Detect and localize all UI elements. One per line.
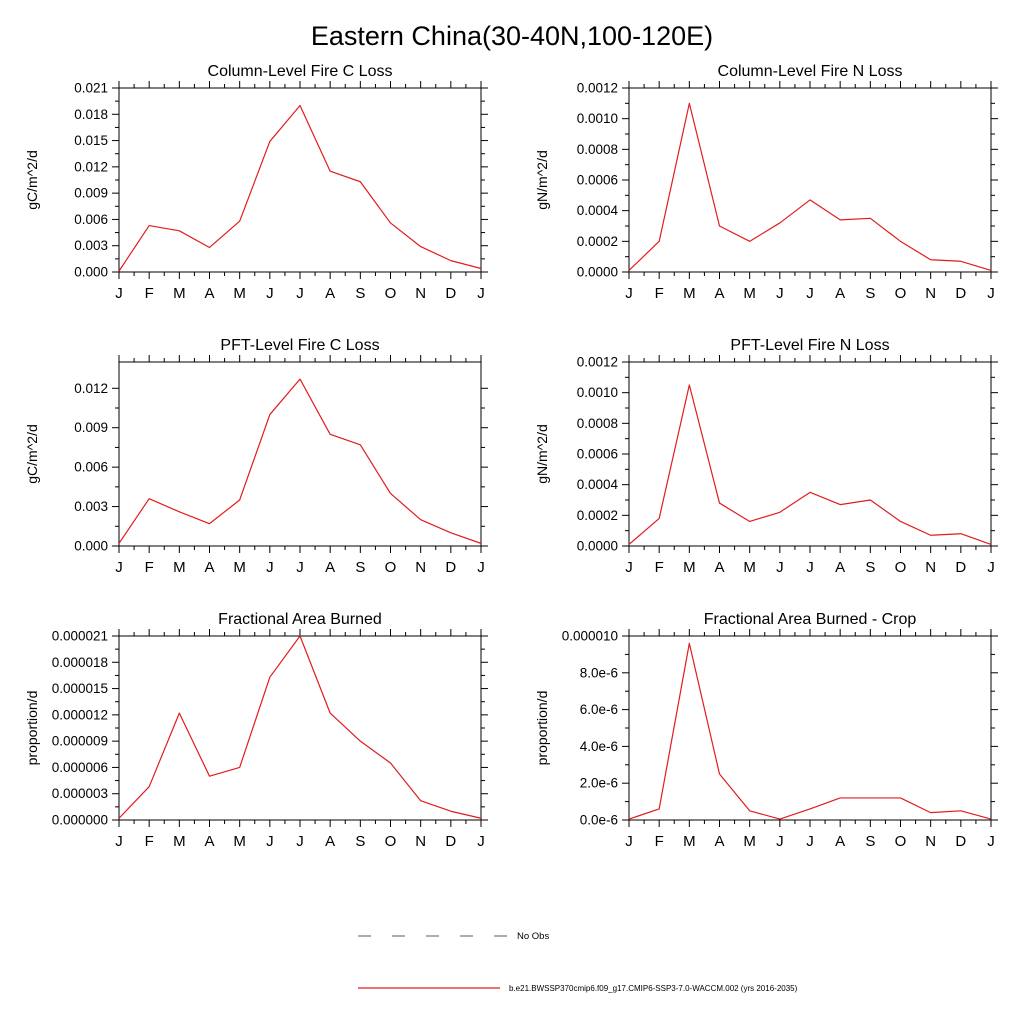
- svg-text:0.0002: 0.0002: [576, 507, 618, 523]
- legend-no-obs-row: [358, 930, 797, 942]
- svg-text:J: J: [477, 559, 485, 576]
- svg-text:0.000018: 0.000018: [51, 654, 108, 670]
- svg-text:0.000003: 0.000003: [51, 786, 108, 802]
- svg-text:6.0e-6: 6.0e-6: [579, 702, 618, 718]
- svg-text:0.0004: 0.0004: [576, 477, 618, 493]
- svg-text:J: J: [477, 285, 485, 302]
- svg-text:PFT-Level Fire N Loss: PFT-Level Fire N Loss: [730, 337, 890, 354]
- svg-text:M: M: [173, 285, 186, 302]
- charts-grid: [0, 60, 1024, 860]
- svg-text:M: M: [743, 833, 756, 850]
- svg-text:A: A: [714, 285, 725, 302]
- svg-text:F: F: [654, 833, 664, 850]
- svg-text:O: O: [894, 285, 907, 302]
- svg-text:J: J: [477, 833, 485, 850]
- svg-text:A: A: [714, 559, 725, 576]
- svg-text:0.006: 0.006: [74, 459, 108, 475]
- svg-text:S: S: [355, 285, 366, 302]
- svg-text:M: M: [683, 285, 696, 302]
- no-obs-dashed-line-sample: [358, 931, 508, 941]
- svg-text:gC/m^2/d: gC/m^2/d: [24, 150, 40, 210]
- svg-text:N: N: [415, 559, 427, 576]
- svg-text:M: M: [233, 285, 246, 302]
- svg-text:0.000009: 0.000009: [51, 733, 108, 749]
- svg-text:O: O: [384, 285, 397, 302]
- svg-text:0.0000: 0.0000: [576, 538, 618, 554]
- svg-text:J: J: [296, 833, 304, 850]
- svg-text:M: M: [743, 285, 756, 302]
- svg-text:0.000015: 0.000015: [51, 681, 108, 697]
- svg-text:J: J: [776, 559, 784, 576]
- svg-text:0.0010: 0.0010: [576, 385, 618, 401]
- svg-text:M: M: [173, 559, 186, 576]
- svg-text:J: J: [266, 285, 274, 302]
- svg-text:F: F: [144, 285, 154, 302]
- svg-text:0.000010: 0.000010: [561, 628, 618, 644]
- svg-text:F: F: [144, 833, 154, 850]
- svg-text:M: M: [743, 559, 756, 576]
- svg-text:J: J: [266, 833, 274, 850]
- chart-pft-level-fire-c-loss: [17, 334, 497, 586]
- svg-text:F: F: [654, 559, 664, 576]
- svg-text:O: O: [384, 559, 397, 576]
- svg-text:M: M: [233, 833, 246, 850]
- svg-text:2.0e-6: 2.0e-6: [579, 775, 618, 791]
- svg-text:0.003: 0.003: [74, 238, 108, 254]
- svg-text:0.021: 0.021: [74, 80, 108, 96]
- svg-text:Fractional Area Burned - Crop: Fractional Area Burned - Crop: [703, 611, 917, 628]
- svg-text:N: N: [925, 833, 937, 850]
- svg-text:0.006: 0.006: [74, 211, 108, 227]
- svg-text:O: O: [384, 833, 397, 850]
- svg-text:A: A: [835, 559, 846, 576]
- svg-text:M: M: [233, 559, 246, 576]
- svg-text:A: A: [714, 833, 725, 850]
- svg-text:gN/m^2/d: gN/m^2/d: [534, 424, 550, 484]
- svg-text:0.000000: 0.000000: [51, 812, 108, 828]
- svg-text:J: J: [266, 559, 274, 576]
- svg-text:J: J: [296, 559, 304, 576]
- svg-text:0.012: 0.012: [74, 380, 108, 396]
- svg-text:M: M: [683, 833, 696, 850]
- svg-text:A: A: [325, 559, 336, 576]
- svg-text:0.009: 0.009: [74, 420, 108, 436]
- svg-text:0.012: 0.012: [74, 159, 108, 175]
- svg-text:0.0006: 0.0006: [576, 172, 618, 188]
- svg-text:S: S: [865, 833, 876, 850]
- svg-text:gC/m^2/d: gC/m^2/d: [24, 424, 40, 484]
- svg-text:M: M: [173, 833, 186, 850]
- svg-text:Column-Level Fire C Loss: Column-Level Fire C Loss: [207, 63, 393, 80]
- svg-text:J: J: [806, 833, 814, 850]
- svg-text:S: S: [865, 285, 876, 302]
- svg-text:8.0e-6: 8.0e-6: [579, 665, 618, 681]
- svg-text:D: D: [445, 833, 457, 850]
- svg-text:0.015: 0.015: [74, 133, 108, 149]
- svg-text:0.0006: 0.0006: [576, 446, 618, 462]
- svg-text:0.0002: 0.0002: [576, 233, 618, 249]
- svg-text:J: J: [115, 285, 123, 302]
- svg-text:4.0e-6: 4.0e-6: [579, 738, 618, 754]
- svg-text:A: A: [204, 833, 215, 850]
- svg-text:proportion/d: proportion/d: [24, 690, 40, 766]
- svg-text:F: F: [144, 559, 154, 576]
- figure-title: Eastern China(30-40N,100-120E): [310, 21, 714, 51]
- svg-text:0.0008: 0.0008: [576, 415, 618, 431]
- svg-text:J: J: [115, 559, 123, 576]
- svg-text:0.0004: 0.0004: [576, 203, 618, 219]
- svg-text:0.0000: 0.0000: [576, 264, 618, 280]
- svg-text:S: S: [865, 559, 876, 576]
- svg-text:S: S: [355, 559, 366, 576]
- chart-fractional-area-burned-crop: [527, 608, 1007, 860]
- svg-text:S: S: [355, 833, 366, 850]
- svg-text:D: D: [955, 833, 967, 850]
- svg-text:F: F: [654, 285, 664, 302]
- chart-pft-level-fire-n-loss: [527, 334, 1007, 586]
- svg-text:J: J: [776, 285, 784, 302]
- svg-text:0.000: 0.000: [74, 264, 108, 280]
- svg-text:J: J: [296, 285, 304, 302]
- svg-text:J: J: [987, 285, 995, 302]
- legend-no-obs-label: No Obs: [517, 930, 550, 942]
- svg-text:D: D: [445, 559, 457, 576]
- svg-text:J: J: [987, 833, 995, 850]
- chart-column-level-fire-n-loss: [527, 60, 1007, 312]
- svg-text:N: N: [925, 285, 937, 302]
- svg-text:A: A: [204, 285, 215, 302]
- svg-text:J: J: [625, 833, 633, 850]
- svg-text:N: N: [415, 285, 427, 302]
- svg-text:0.003: 0.003: [74, 499, 108, 515]
- chart-column-level-fire-c-loss: [17, 60, 497, 312]
- svg-text:D: D: [955, 285, 967, 302]
- svg-text:0.0012: 0.0012: [576, 354, 618, 370]
- legend: [358, 930, 797, 994]
- svg-text:0.0010: 0.0010: [576, 111, 618, 127]
- svg-text:J: J: [115, 833, 123, 850]
- legend-model-label: b.e21.BWSSP370cmip6.f09_g17.CMIP6-SSP3-7.0-WACCM.002 (yrs 2016-2035): [509, 983, 798, 993]
- svg-text:0.0e-6: 0.0e-6: [579, 812, 618, 828]
- svg-text:A: A: [325, 285, 336, 302]
- svg-text:O: O: [894, 833, 907, 850]
- svg-text:0.0008: 0.0008: [576, 141, 618, 157]
- svg-text:J: J: [625, 559, 633, 576]
- svg-text:D: D: [955, 559, 967, 576]
- svg-text:A: A: [204, 559, 215, 576]
- legend-model-row: [358, 982, 797, 994]
- svg-text:J: J: [806, 559, 814, 576]
- svg-text:M: M: [683, 559, 696, 576]
- svg-text:0.018: 0.018: [74, 106, 108, 122]
- svg-text:J: J: [776, 833, 784, 850]
- svg-text:O: O: [894, 559, 907, 576]
- svg-text:0.000: 0.000: [74, 538, 108, 554]
- svg-text:Fractional Area Burned: Fractional Area Burned: [218, 611, 382, 628]
- svg-text:Column-Level Fire N Loss: Column-Level Fire N Loss: [717, 63, 903, 80]
- svg-text:0.0012: 0.0012: [576, 80, 618, 96]
- svg-text:0.009: 0.009: [74, 185, 108, 201]
- svg-text:PFT-Level Fire C Loss: PFT-Level Fire C Loss: [220, 337, 380, 354]
- svg-text:J: J: [625, 285, 633, 302]
- svg-text:0.000012: 0.000012: [51, 707, 108, 723]
- chart-fractional-area-burned: [17, 608, 497, 860]
- model-line-sample: [358, 983, 500, 993]
- svg-text:J: J: [806, 285, 814, 302]
- svg-text:A: A: [835, 285, 846, 302]
- svg-text:N: N: [925, 559, 937, 576]
- svg-text:J: J: [987, 559, 995, 576]
- svg-text:D: D: [445, 285, 457, 302]
- svg-text:gN/m^2/d: gN/m^2/d: [534, 150, 550, 210]
- svg-text:A: A: [325, 833, 336, 850]
- svg-text:0.000006: 0.000006: [51, 759, 108, 775]
- svg-text:proportion/d: proportion/d: [534, 690, 550, 766]
- svg-text:0.000021: 0.000021: [51, 628, 108, 644]
- svg-text:N: N: [415, 833, 427, 850]
- svg-text:A: A: [835, 833, 846, 850]
